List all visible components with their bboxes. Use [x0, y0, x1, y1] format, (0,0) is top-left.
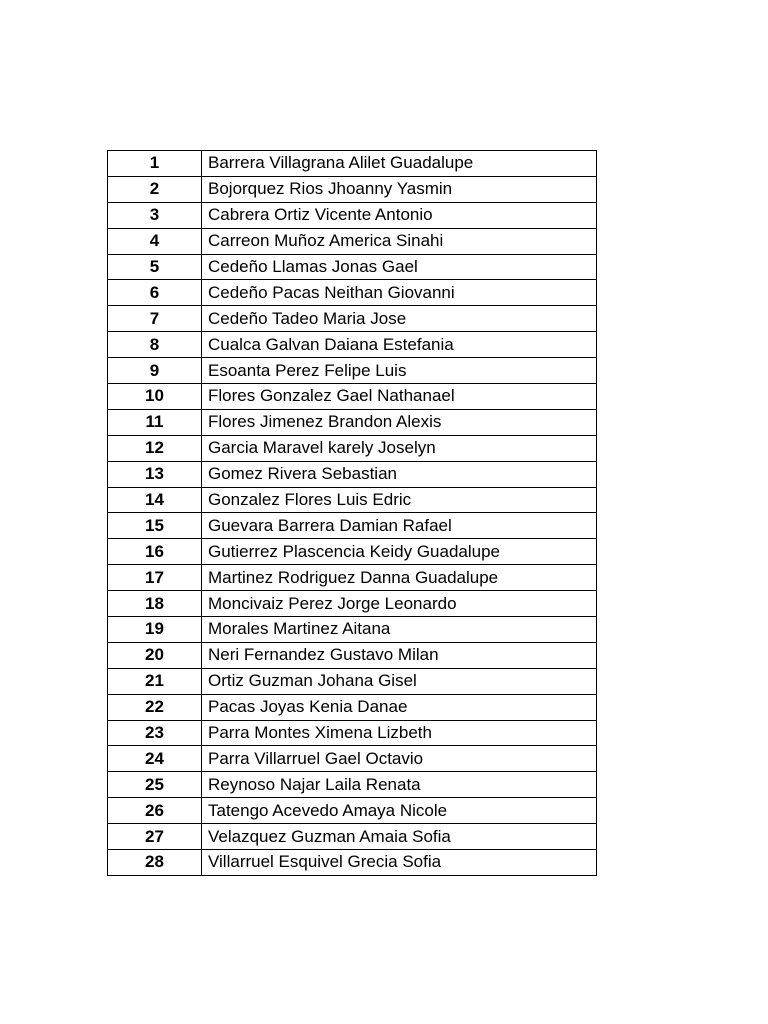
student-name: Barrera Villagrana Alilet Guadalupe [202, 151, 597, 177]
table-row [108, 487, 597, 513]
row-number: 20 [108, 642, 202, 668]
row-number: 22 [108, 694, 202, 720]
row-number: 25 [108, 772, 202, 798]
row-number: 8 [108, 332, 202, 358]
table-row [108, 798, 597, 824]
student-name: Carreon Muñoz America Sinahi [202, 228, 597, 254]
table-row [108, 720, 597, 746]
row-number: 26 [108, 798, 202, 824]
table-row [108, 461, 597, 487]
row-number: 23 [108, 720, 202, 746]
row-number: 13 [108, 461, 202, 487]
table-row [108, 694, 597, 720]
student-name: Cedeño Tadeo Maria Jose [202, 306, 597, 332]
row-number: 10 [108, 384, 202, 410]
table-row [108, 642, 597, 668]
row-number: 16 [108, 539, 202, 565]
row-number: 14 [108, 487, 202, 513]
student-name: Cualca Galvan Daiana Estefania [202, 332, 597, 358]
student-name: Cedeño Pacas Neithan Giovanni [202, 280, 597, 306]
table-row [108, 617, 597, 643]
table-row [108, 565, 597, 591]
student-name: Parra Montes Ximena Lizbeth [202, 720, 597, 746]
table-row [108, 280, 597, 306]
row-number: 15 [108, 513, 202, 539]
student-name: Velazquez Guzman Amaia Sofia [202, 824, 597, 850]
table-row [108, 591, 597, 617]
row-number: 24 [108, 746, 202, 772]
student-name: Morales Martinez Aitana [202, 617, 597, 643]
row-number: 4 [108, 228, 202, 254]
table-row [108, 746, 597, 772]
student-name: Parra Villarruel Gael Octavio [202, 746, 597, 772]
row-number: 1 [108, 151, 202, 177]
row-number: 27 [108, 824, 202, 850]
table-row [108, 151, 597, 177]
table-row [108, 384, 597, 410]
table-row [108, 772, 597, 798]
student-name: Garcia Maravel karely Joselyn [202, 435, 597, 461]
student-roster-table [107, 150, 597, 876]
table-row [108, 409, 597, 435]
student-name: Bojorquez Rios Jhoanny Yasmin [202, 176, 597, 202]
student-name: Guevara Barrera Damian Rafael [202, 513, 597, 539]
table-row [108, 668, 597, 694]
table-row [108, 228, 597, 254]
row-number: 21 [108, 668, 202, 694]
student-name: Gomez Rivera Sebastian [202, 461, 597, 487]
row-number: 18 [108, 591, 202, 617]
row-number: 11 [108, 409, 202, 435]
student-name: Villarruel Esquivel Grecia Sofia [202, 850, 597, 876]
table-row [108, 176, 597, 202]
student-name: Reynoso Najar Laila Renata [202, 772, 597, 798]
student-name: Gonzalez Flores Luis Edric [202, 487, 597, 513]
student-name: Pacas Joyas Kenia Danae [202, 694, 597, 720]
table-row [108, 824, 597, 850]
row-number: 3 [108, 202, 202, 228]
row-number: 17 [108, 565, 202, 591]
row-number: 28 [108, 850, 202, 876]
student-name: Flores Gonzalez Gael Nathanael [202, 384, 597, 410]
student-name: Martinez Rodriguez Danna Guadalupe [202, 565, 597, 591]
roster-body [108, 151, 597, 876]
student-name: Neri Fernandez Gustavo Milan [202, 642, 597, 668]
row-number: 19 [108, 617, 202, 643]
table-row [108, 306, 597, 332]
student-name: Moncivaiz Perez Jorge Leonardo [202, 591, 597, 617]
table-row [108, 202, 597, 228]
row-number: 5 [108, 254, 202, 280]
student-name: Tatengo Acevedo Amaya Nicole [202, 798, 597, 824]
table-row [108, 254, 597, 280]
table-row [108, 435, 597, 461]
row-number: 6 [108, 280, 202, 306]
student-name: Ortiz Guzman Johana Gisel [202, 668, 597, 694]
table-row [108, 850, 597, 876]
row-number: 2 [108, 176, 202, 202]
student-name: Cedeño Llamas Jonas Gael [202, 254, 597, 280]
row-number: 9 [108, 358, 202, 384]
student-name: Cabrera Ortiz Vicente Antonio [202, 202, 597, 228]
table-row [108, 332, 597, 358]
student-name: Flores Jimenez Brandon Alexis [202, 409, 597, 435]
table-row [108, 513, 597, 539]
table-row [108, 358, 597, 384]
row-number: 7 [108, 306, 202, 332]
student-name: Gutierrez Plascencia Keidy Guadalupe [202, 539, 597, 565]
row-number: 12 [108, 435, 202, 461]
table-row [108, 539, 597, 565]
student-name: Esoanta Perez Felipe Luis [202, 358, 597, 384]
